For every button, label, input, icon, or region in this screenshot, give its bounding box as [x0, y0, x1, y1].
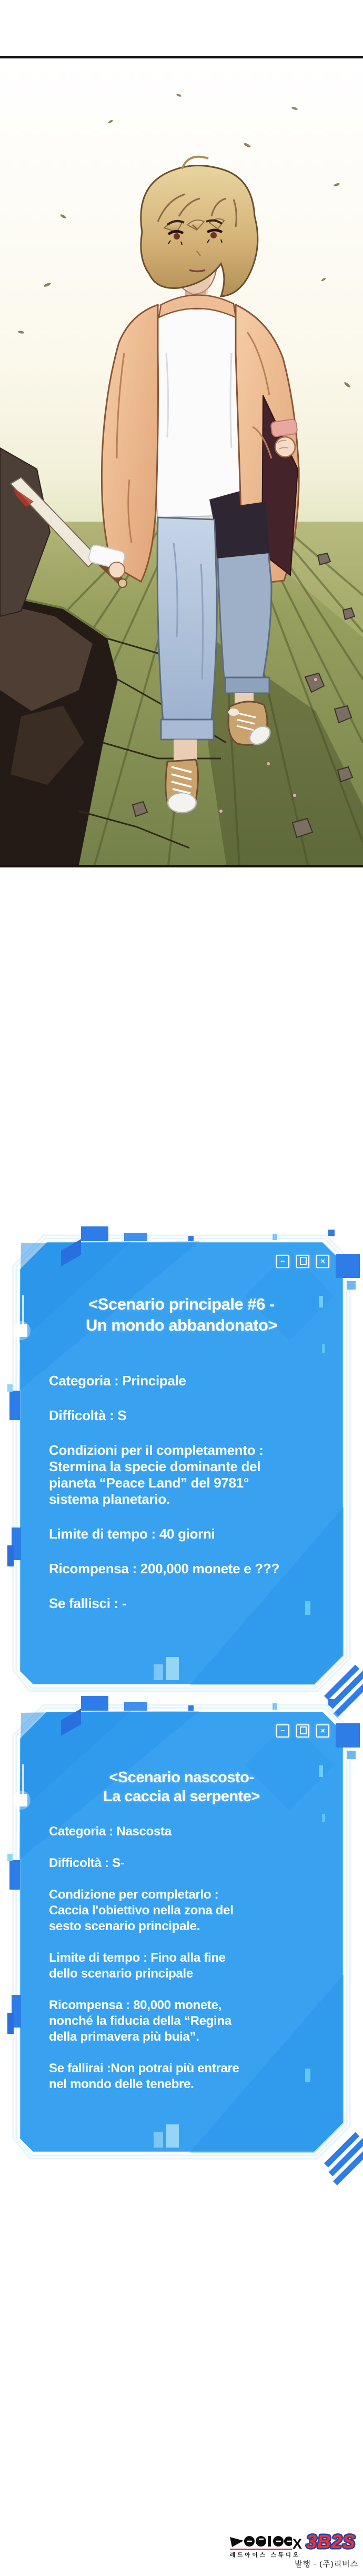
field-difficulty: Difficoltà : S	[49, 1407, 127, 1423]
rolled-cuff	[161, 720, 214, 740]
redice-logo-glyphs	[230, 2535, 292, 2548]
credits-footer	[0, 2530, 363, 2574]
redice-korean-label: 레드아이스 스튜디오	[230, 2552, 301, 2558]
panel-bottom-border	[0, 865, 363, 867]
minimize-button[interactable]: −	[276, 1255, 289, 1268]
illustration-scene	[0, 58, 363, 865]
field-conditions: Condizione per completarlo : Caccia l'obiettivo nella zona del sesto scenario principale.	[49, 1888, 234, 1933]
sneaker-left	[166, 760, 198, 813]
scenario-fields	[49, 1373, 314, 1612]
redice-underline	[230, 2549, 292, 2550]
close-button[interactable]: ×	[316, 1255, 329, 1268]
scenario-title-line2: La caccia al serpente>	[103, 1788, 260, 1805]
scenario-fields	[49, 1824, 314, 2092]
knife-hand	[109, 562, 125, 578]
hair	[141, 165, 258, 296]
field-time-limit: Limite di tempo : 40 giorni	[49, 1526, 215, 1542]
minimize-button[interactable]: −	[276, 1724, 289, 1738]
comic-panel-illustration	[0, 58, 363, 865]
scenario-title-line1: <Scenario principale #6 -	[88, 1295, 275, 1313]
close-button[interactable]: ×	[316, 1724, 329, 1738]
scenario-title-line1: <Scenario nascosto-	[109, 1769, 254, 1786]
scenario-title	[49, 1294, 314, 1336]
field-reward: Ricompensa : 200,000 monete e ???	[49, 1561, 280, 1576]
scenario-window-hidden	[11, 1702, 352, 2163]
scenario-title	[49, 1768, 314, 1806]
redice-studio-logo	[230, 2535, 301, 2559]
field-time-limit: Limite di tempo : Fino alla fine dello scenario principale	[49, 1951, 226, 1981]
field-conditions: Condizioni per il completamento : Stermina la specie dominante del pianeta “Peace Land” del 9781° sistema planetario.	[49, 1442, 264, 1507]
scenario-title-line2: Un mondo abbandonato>	[85, 1316, 278, 1334]
field-category: Categoria : Principale	[49, 1373, 186, 1389]
field-reward: Ricompensa : 80,000 monete, nonché la fiducia della “Regina della primavera più buia”.	[49, 1998, 231, 2044]
publisher-line: 발행 · (주)리버스	[295, 2560, 359, 2569]
left-leg-jeans	[157, 517, 217, 722]
scenario-hidden-content	[49, 1711, 314, 2108]
scenario-window-main	[11, 1233, 352, 1696]
field-category: Categoria : Nascosta	[49, 1824, 172, 1839]
field-failure: Se fallisci : -	[49, 1595, 127, 1611]
field-failure: Se fallirai :Non potrai più entrare nel mondo delle tenebre.	[49, 2061, 239, 2091]
scenario-main-content	[49, 1241, 314, 1630]
field-difficulty: Difficoltà : S-	[49, 1856, 125, 1870]
publisher-3b2s-logo: 3B2S	[306, 2531, 356, 2552]
collab-x-mark: X	[293, 2536, 302, 2552]
